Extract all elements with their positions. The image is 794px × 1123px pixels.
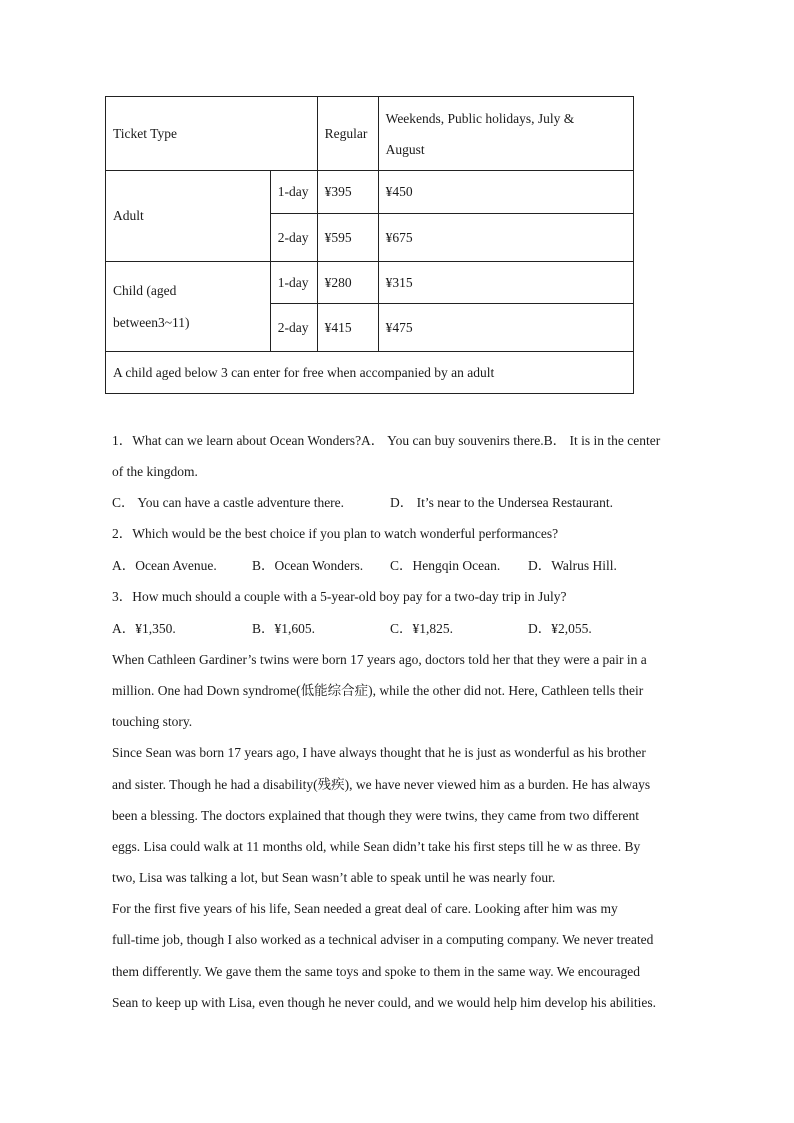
- passage-line: Sean to keep up with Lisa, even though he never could, and we would help him develop his abilities.: [112, 995, 657, 1010]
- question-2: 2．Which would be the best choice if you plan to watch wonderful performances?: [112, 526, 559, 541]
- question-3-option-c: C．¥1,825.: [390, 621, 454, 636]
- table-note: A child aged below 3 can enter for free when accompanied by an adult: [106, 352, 634, 394]
- passage-line: When Cathleen Gardiner’s twins were born 17 years ago, doctors told her that they were a pair in a: [112, 652, 647, 667]
- passage-line: two, Lisa was talking a lot, but Sean wasn’t able to speak until he was nearly four.: [112, 870, 556, 885]
- table-row: [106, 171, 634, 214]
- question-2-option-d: D．Walrus Hill.: [528, 558, 617, 573]
- question-1: 1．What can we learn about Ocean Wonders?A． You can buy souvenirs there.B． It is in the center: [112, 433, 661, 448]
- question-3-option-d: D．¥2,055.: [528, 621, 592, 636]
- question-3: 3．How much should a couple with a 5-year-old boy pay for a two-day trip in July?: [112, 589, 567, 604]
- child-label-line1: Child (aged: [113, 282, 177, 298]
- passage-line: million. One had Down syndrome(低能综合症), while the other did not. Here, Cathleen tells their: [112, 683, 644, 698]
- adult-2day-peak: ¥675: [378, 214, 633, 262]
- question-3-option-a: A．¥1,350.: [112, 621, 176, 636]
- adult-2day-regular: ¥595: [317, 214, 378, 262]
- question-2-option-b: B．Ocean Wonders.: [252, 558, 364, 573]
- child-label-line2: between3~11): [113, 314, 190, 330]
- header-ticket-type: Ticket Type: [106, 97, 318, 171]
- adult-1day-regular: ¥395: [317, 171, 378, 214]
- passage-line: them differently. We gave them the same toys and spoke to them in the same way. We encouraged: [112, 964, 641, 979]
- passage-line: been a blessing. The doctors explained that though they were twins, they came from two different: [112, 808, 639, 823]
- passage-line: full-time job, though I also worked as a technical adviser in a computing company. We never treated: [112, 932, 654, 947]
- table-note-row: [106, 352, 634, 394]
- child-2day-duration: 2-day: [270, 304, 317, 352]
- table-row: [106, 262, 634, 304]
- ticket-price-table: [105, 96, 634, 394]
- header-peak: [378, 97, 633, 171]
- adult-2day-duration: 2-day: [270, 214, 317, 262]
- child-1day-regular: ¥280: [317, 262, 378, 304]
- question-3-option-b: B．¥1,605.: [252, 621, 316, 636]
- adult-1day-duration: 1-day: [270, 171, 317, 214]
- question-1-option-c: C． You can have a castle adventure there.: [112, 495, 345, 510]
- header-peak-line1: Weekends, Public holidays, July &: [385, 110, 575, 126]
- header-regular: Regular: [317, 97, 378, 171]
- adult-1day-peak: ¥450: [378, 171, 633, 214]
- child-1day-duration: 1-day: [270, 262, 317, 304]
- child-1day-peak: ¥315: [378, 262, 633, 304]
- child-2day-peak: ¥475: [378, 304, 633, 352]
- passage-line: For the first five years of his life, Sean needed a great deal of care. Looking after him was my: [112, 901, 618, 916]
- passage-line: Since Sean was born 17 years ago, I have always thought that he is just as wonderful as his brother: [112, 745, 646, 760]
- question-2-option-c: C．Hengqin Ocean.: [390, 558, 501, 573]
- question-1-continued: of the kingdom.: [112, 464, 198, 479]
- child-label: [106, 262, 271, 352]
- child-2day-regular: ¥415: [317, 304, 378, 352]
- passage-line: eggs. Lisa could walk at 11 months old, while Sean didn’t take his first steps till he w as three. By: [112, 839, 641, 854]
- question-2-option-a: A．Ocean Avenue.: [112, 558, 217, 573]
- question-1-option-d: D． It’s near to the Undersea Restaurant.: [390, 495, 614, 510]
- adult-label: Adult: [106, 171, 271, 262]
- table-header-row: [106, 97, 634, 171]
- passage-line: and sister. Though he had a disability(残疾), we have never viewed him as a burden. He has always: [112, 777, 651, 792]
- header-peak-line2: August: [385, 141, 425, 157]
- passage-line: touching story.: [112, 714, 193, 729]
